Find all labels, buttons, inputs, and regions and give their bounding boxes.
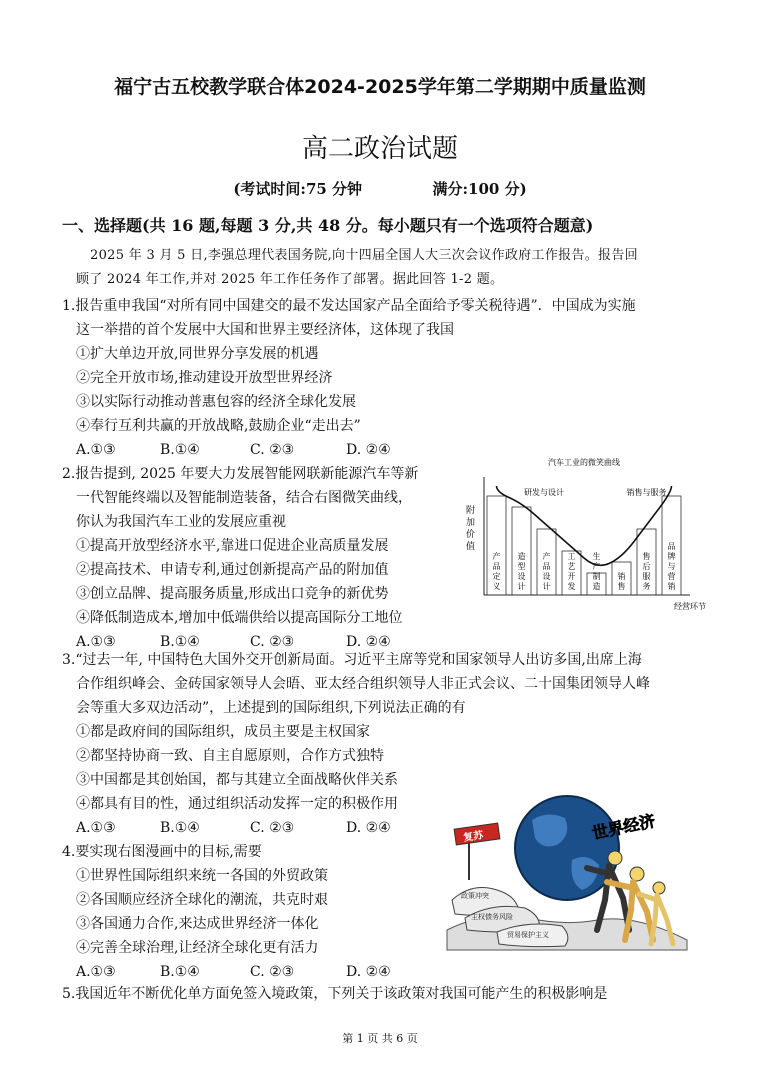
category-label: 生 xyxy=(592,552,601,561)
q3-choice-b: B.①④ xyxy=(160,820,200,836)
rock-label-1: 政策冲突 xyxy=(461,892,489,900)
globe-label: 世界经济 xyxy=(590,811,657,843)
category-label: 服 xyxy=(642,572,651,581)
category-label: 计 xyxy=(542,582,551,591)
category-label: 开 xyxy=(567,572,576,581)
q1-choice-a: A.①③ xyxy=(76,442,116,458)
q4-choice-c: C. ②③ xyxy=(250,964,295,980)
q2-option-4: ④降低制造成本,增加中低端供给以提高国际分工地位 xyxy=(76,610,403,626)
x-axis-label: 经营环节 xyxy=(674,602,706,611)
q2-stem-2: 一代智能终端以及智能制造装备，结合右图微笑曲线， xyxy=(76,490,412,506)
q2-stem-3: 你认为我国汽车工业的发展应重视 xyxy=(76,514,286,530)
q2-choices xyxy=(76,632,391,652)
q5-stem-1: 5.我国近年不断优化单方面免签入境政策，下列关于该政策对我国可能产生的积极影响是 xyxy=(62,986,608,1002)
q2-option-1: ①提高开放型经济水平,靠进口促进企业高质量发展 xyxy=(76,538,389,554)
section-heading: 一、选择题(共 16 题,每题 3 分,共 48 分。每小题只有一个选项符合题意) xyxy=(62,216,594,235)
exam-time: (考试时间:75 分钟 xyxy=(233,180,363,198)
category-label: 设 xyxy=(542,572,551,581)
category-label: 售 xyxy=(642,552,651,561)
q1-option-3: ③以实际行动推动普惠包容的经济全球化发展 xyxy=(76,394,356,410)
category-label: 工 xyxy=(567,552,576,561)
category-label: 产 xyxy=(492,552,501,561)
rock-label-3: 贸易保护主义 xyxy=(507,931,549,939)
q4-choice-a: A.①③ xyxy=(76,964,116,980)
category-label: 型 xyxy=(517,562,526,571)
category-label: 品 xyxy=(667,542,676,551)
q3-choice-d: D. ②④ xyxy=(346,820,391,836)
q4-choice-b: B.①④ xyxy=(160,964,200,980)
q1-choice-b: B.①④ xyxy=(160,442,200,458)
q4-choice-d: D. ②④ xyxy=(346,964,391,980)
smile-curve-chart xyxy=(458,455,706,615)
q4-option-4: ④完善全球治理,让经济全球化更有活力 xyxy=(76,940,319,956)
q4-option-1: ①世界性国际组织来统一各国的外贸政策 xyxy=(76,868,328,884)
category-label: 销 xyxy=(617,572,626,581)
q4-option-3: ③各国通力合作,来达成世界经济一体化 xyxy=(76,916,319,932)
sign-label: 复苏 xyxy=(462,830,485,844)
q3-stem-1: 3.“过去一年, 中国特色大国外交开创新局面。习近平主席等党和国家领导人出访多国,出席上海 xyxy=(62,652,642,668)
rock-label-2: 主权债务风险 xyxy=(471,913,513,921)
q4-stem-1: 4.要实现右图漫画中的目标,需要 xyxy=(62,844,262,860)
y-axis-label: 价 xyxy=(466,530,476,540)
q1-choice-d: D. ②④ xyxy=(346,442,391,458)
q1-option-2: ②完全开放市场,推动建设开放型世界经济 xyxy=(76,370,333,386)
y-axis-label: 附 xyxy=(466,506,476,516)
q3-option-4: ④都具有目的性，通过组织活动发挥一定的积极作用 xyxy=(76,796,398,812)
category-label: 造 xyxy=(517,552,526,561)
subject-title: 高二政治试题 xyxy=(301,134,458,164)
q2-choice-a: A.①③ xyxy=(76,634,116,650)
q1-option-4: ④奉行互利共赢的开放战略,鼓励企业“走出去” xyxy=(76,418,361,434)
person-3-head xyxy=(653,882,665,894)
q1-option-1: ①扩大单边开放,同世界分享发展的机遇 xyxy=(76,346,319,362)
chart-title: 汽车工业的微笑曲线 xyxy=(548,458,620,467)
category-label: 制 xyxy=(592,572,601,581)
category-label: 义 xyxy=(492,582,501,591)
smile-curve-svg xyxy=(458,455,706,615)
intro-line-1: 2025 年 3 月 5 日,李强总理代表国务院,向十四届全国人大三次会议作政府工作报告。报告回 xyxy=(90,248,638,263)
q3-option-3: ③中国都是其创始国，都与其建立全面战略伙伴关系 xyxy=(76,772,398,788)
q4-choices xyxy=(76,962,391,982)
y-axis-label: 加 xyxy=(466,518,476,528)
category-label: 营 xyxy=(667,572,676,581)
category-label: 务 xyxy=(642,582,651,591)
q3-stem-3: 会等重大多双边活动”，上述提到的国际组织,下列说法正确的有 xyxy=(76,700,466,716)
globe-icon xyxy=(515,796,619,900)
category-label: 发 xyxy=(567,582,576,591)
category-label: 艺 xyxy=(567,562,576,571)
q2-stem-1: 2.报告提到, 2025 年要大力发展智能网联新能源汽车等新 xyxy=(62,466,419,482)
q3-choice-a: A.①③ xyxy=(76,820,116,836)
category-label: 品 xyxy=(542,562,551,571)
q2-choice-b: B.①④ xyxy=(160,634,200,650)
economy-cartoon xyxy=(447,790,687,950)
category-label: 牌 xyxy=(667,552,676,561)
exam-title: 福宁古五校教学联合体2024-2025学年第二学期期中质量监测 xyxy=(114,76,646,98)
category-label: 与 xyxy=(667,562,676,571)
q3-option-1: ①都是政府间的国际组织，成员主要是主权国家 xyxy=(76,724,370,740)
category-label: 计 xyxy=(517,582,526,591)
q2-option-2: ②提高技术、申请专利,通过创新提高产品的附加值 xyxy=(76,562,389,578)
q1-stem-2: 这一举措的首个发展中大国和世界主要经济体，这体现了我国 xyxy=(76,322,454,338)
annotation-rd: 研发与设计 xyxy=(524,488,564,497)
category-label: 后 xyxy=(642,562,651,571)
q3-choices xyxy=(76,818,391,838)
category-label: 定 xyxy=(492,572,501,581)
y-axis-label: 值 xyxy=(466,542,476,552)
page-footer: 第 1 页 共 6 页 xyxy=(342,1032,418,1045)
category-label: 产 xyxy=(592,562,601,571)
q1-stem-1: 1.报告重申我国“对所有同中国建交的最不发达国家产品全面给予零关税待遇”．中国成为实施 xyxy=(62,298,636,314)
q4-option-2: ②各国顺应经济全球化的潮流，共克时艰 xyxy=(76,892,328,908)
exam-score: 满分:100 分) xyxy=(432,180,527,198)
annotation-sales: 销售与服务 xyxy=(626,488,667,497)
q3-stem-2: 合作组织峰会、金砖国家领导人会晤、亚太经合组织领导人非正式会议、二十国集团领导人峰 xyxy=(76,676,650,692)
q2-option-3: ③创立品牌、提高服务质量,形成出口竞争的新优势 xyxy=(76,586,389,602)
q3-option-2: ②都坚持协商一致、自主自愿原则，合作方式独特 xyxy=(76,748,384,764)
category-label: 产 xyxy=(542,552,551,561)
person-1-head xyxy=(608,851,622,865)
category-label: 造 xyxy=(592,582,601,591)
q2-choice-c: C. ②③ xyxy=(250,634,295,650)
intro-line-2: 顾了 2024 年工作,并对 2025 年工作任务作了部署。据此回答 1-2 题。 xyxy=(76,272,504,287)
q3-choice-c: C. ②③ xyxy=(250,820,295,836)
q1-choice-c: C. ②③ xyxy=(250,442,295,458)
cartoon-illustration xyxy=(447,790,687,950)
q2-choice-d: D. ②④ xyxy=(346,634,391,650)
category-label: 品 xyxy=(492,562,501,571)
exam-info xyxy=(0,178,760,199)
category-label: 销 xyxy=(667,582,676,591)
category-label: 设 xyxy=(517,572,526,581)
person-2-head xyxy=(630,867,644,881)
q1-choices xyxy=(76,440,391,460)
category-label: 售 xyxy=(617,582,626,591)
